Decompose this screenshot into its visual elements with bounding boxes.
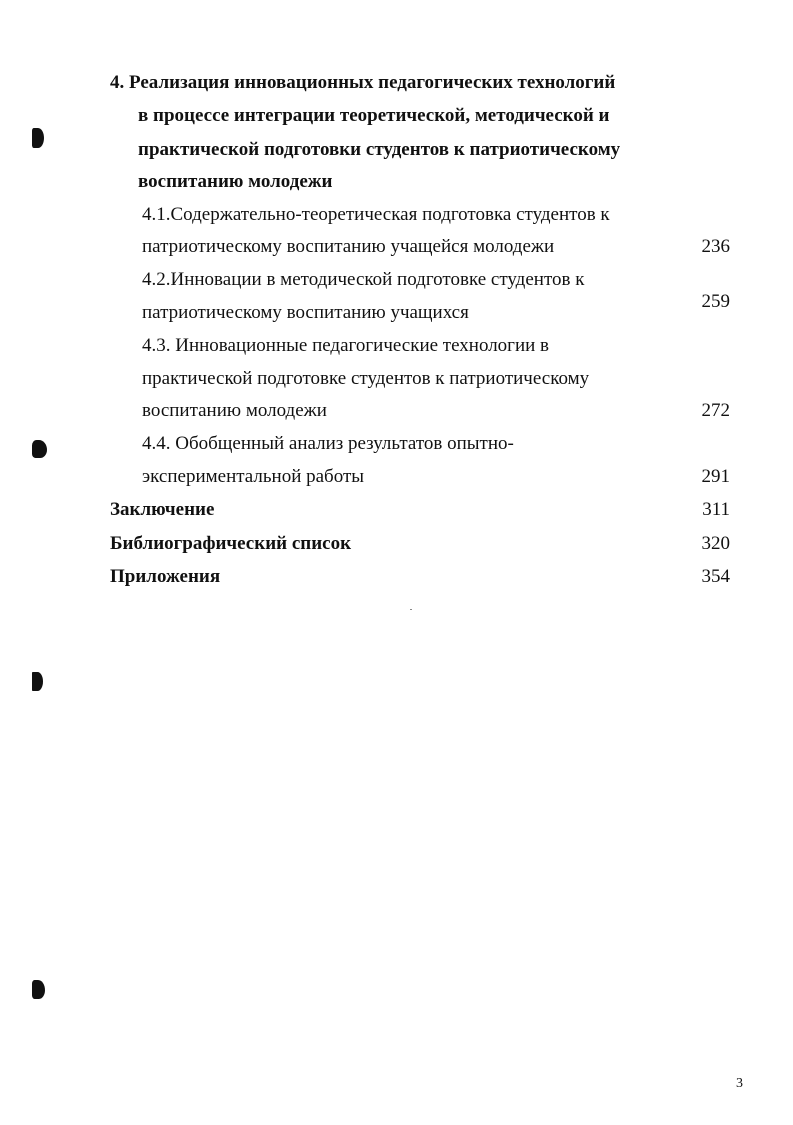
punch-hole-mark [32,128,44,148]
section-4-4-page: 291 [701,466,730,487]
conclusion-page: 311 [702,499,730,520]
appendices-title: Приложения [110,566,221,587]
scan-speck [410,609,412,610]
section-4-2-line-1: 4.2.Инновации в методической подготовке студентов к [142,269,585,290]
section-4-4-line-1: 4.4. Обобщенный анализ результатов опытно- [142,433,514,454]
bibliography-page: 320 [701,533,730,554]
section-4-2-line-2: патриотическому воспитанию учащихся [142,302,469,323]
section-4-3-line-3: воспитанию молодежи [142,400,327,421]
bibliography-title: Библиографический список [110,533,352,554]
section-4-3-line-2: практической подготовке студентов к патриотическому [142,368,590,389]
section-4-1-line-2: патриотическому воспитанию учащейся молодежи [142,236,555,257]
section-4-1-line-1: 4.1.Содержательно-теоретическая подготовка студентов к [142,204,610,225]
chapter-4-title-line-1: 4. Реализация инновационных педагогических технологий [110,72,616,93]
section-4-3-page: 272 [701,400,730,421]
conclusion-title: Заключение [110,499,215,520]
punch-hole-mark [32,672,43,691]
section-4-2-page: 259 [701,291,730,312]
appendices-page: 354 [701,566,730,587]
section-4-3-line-1: 4.3. Инновационные педагогические технологии в [142,335,550,356]
punch-hole-mark [32,980,45,999]
punch-hole-mark [32,440,47,458]
chapter-4-title-line-3: практической подготовки студентов к патриотическому [138,139,621,160]
section-4-4-line-2: экспериментальной работы [142,466,365,487]
page-number: 3 [736,1076,743,1091]
section-4-1-page: 236 [701,236,730,257]
chapter-4-title-line-4: воспитанию молодежи [138,171,333,192]
chapter-4-title-line-2: в процессе интеграции теоретической, методической и [138,105,610,126]
